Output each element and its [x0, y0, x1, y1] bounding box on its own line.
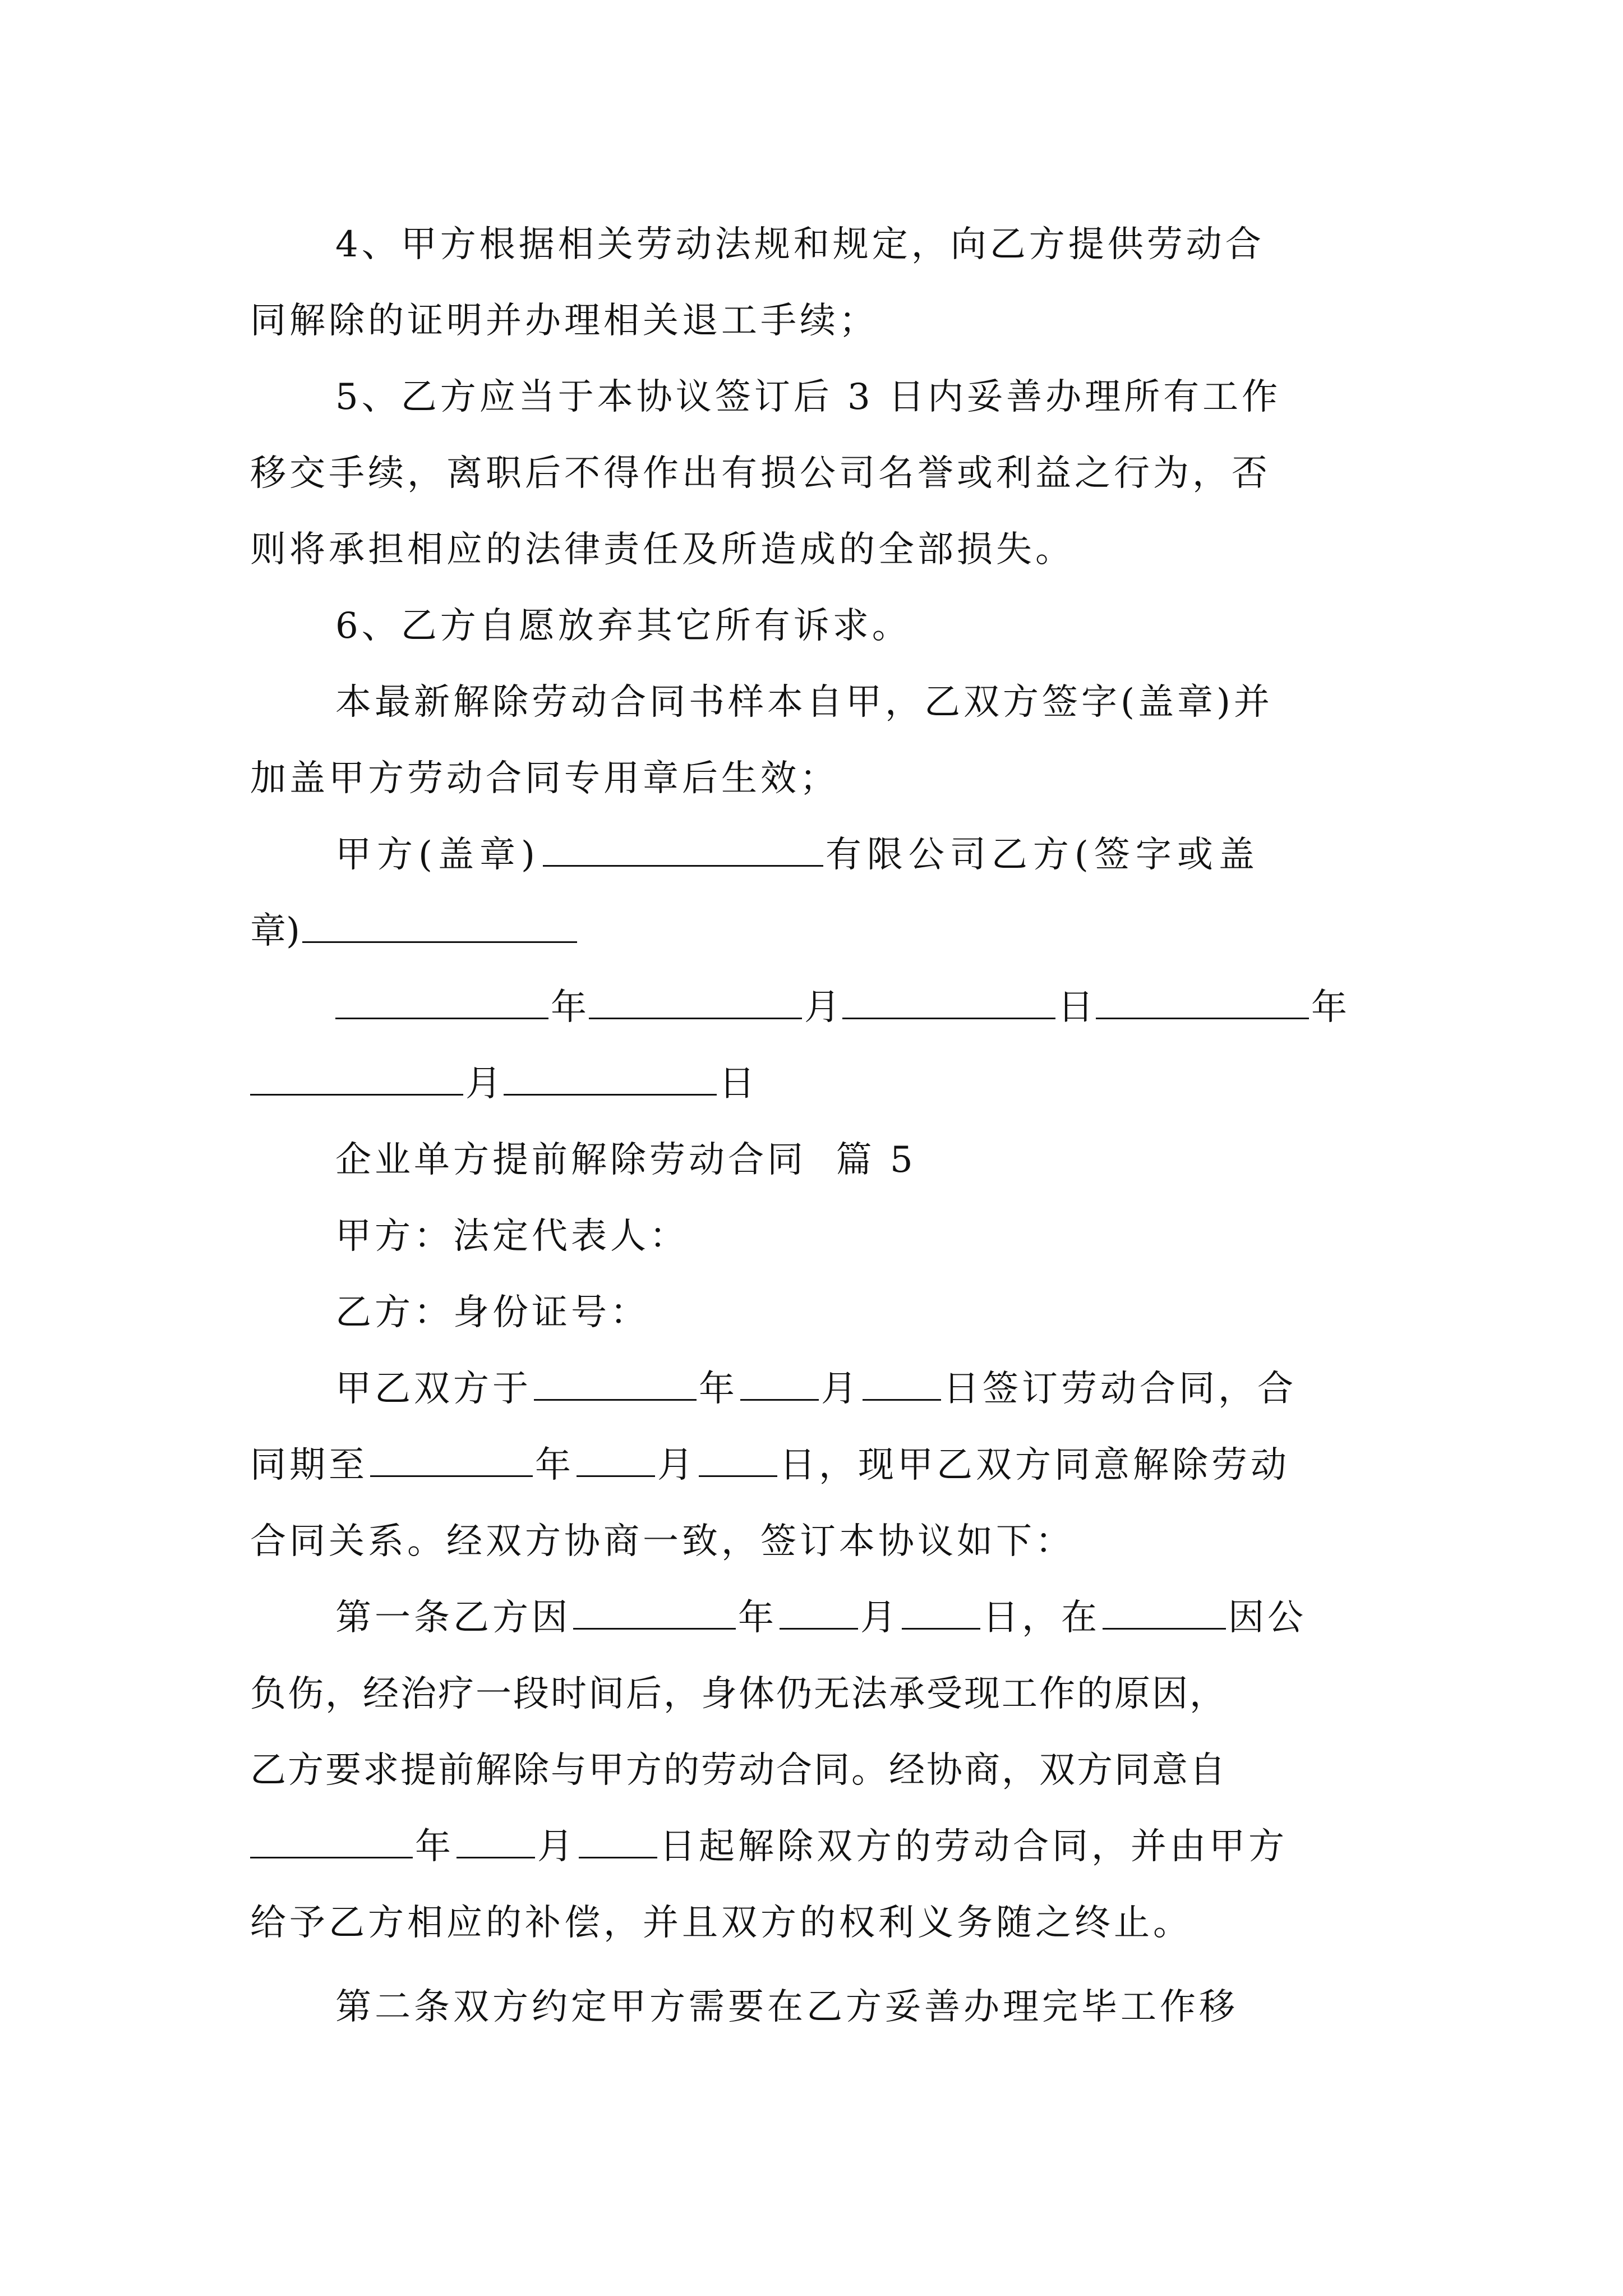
year-label-b: 年: [1311, 987, 1347, 1028]
intro-text-1: 甲乙双方于: [335, 1368, 532, 1410]
article-1-year-2: 年: [415, 1826, 454, 1867]
intro-line-1: [250, 1351, 1377, 1427]
signature-line-2: [250, 893, 1377, 969]
signature-line-1: [250, 817, 1377, 893]
section-title: 企业单方提前解除劳动合同 篇 5: [335, 1139, 916, 1181]
date-line-1: [250, 969, 1377, 1046]
day-blank-a: [842, 984, 1055, 1019]
clause-5-line-3: 则将承担相应的法律责任及所造成的全部损失。: [250, 529, 1075, 570]
article-1-text-1: 第一条乙方因: [335, 1597, 571, 1639]
intro-month-2: 月: [657, 1444, 697, 1486]
intro-line-3: 合同关系。经双方协商一致，签订本协议如下：: [250, 1521, 1075, 1562]
intro-year-2: 年: [535, 1444, 574, 1486]
injury-place-blank: [1103, 1594, 1226, 1630]
term-day-blank: [699, 1442, 777, 1477]
year-blank-b: [1096, 984, 1309, 1019]
year-blank-a: [335, 984, 548, 1019]
injury-day-blank: [902, 1594, 980, 1630]
clause-5-line-1: 5、乙方应当于本协议签订后 3 日内妥善办理所有工作: [335, 376, 1281, 418]
end-month-blank: [457, 1823, 535, 1858]
article-1-text-3: 因公: [1228, 1597, 1307, 1639]
clause-4-line-1: 4、甲方根据相关劳动法规和规定，向乙方提供劳动合: [335, 224, 1265, 265]
party-b-line: 乙方：身份证号：: [335, 1292, 649, 1333]
intro-year: 年: [699, 1368, 738, 1410]
day-label-a: 日: [1058, 987, 1094, 1028]
party-b-sign-blank: [302, 908, 577, 943]
article-1-text-4: 日起解除双方的劳动合同，并由甲方: [660, 1826, 1288, 1867]
article-1-text-2: 日，在: [983, 1597, 1100, 1639]
sign-month-blank: [740, 1365, 819, 1401]
document-body: [250, 206, 1377, 2045]
intro-line-2: [250, 1427, 1377, 1503]
end-year-blank: [250, 1823, 413, 1858]
clause-5-line-2: 移交手续，离职后不得作出有损公司名誉或利益之行为，否: [250, 453, 1271, 494]
party-b-tail: 章): [250, 910, 300, 952]
party-a-suffix: 有限公司乙方(签字或盖: [825, 834, 1260, 876]
day-label-b: 日: [719, 1063, 755, 1105]
month-blank-a: [589, 984, 802, 1019]
sign-year-blank: [534, 1365, 697, 1401]
month-label-a: 月: [804, 987, 840, 1028]
article-1-line-1: [250, 1580, 1377, 1656]
year-label-a: 年: [551, 987, 587, 1028]
sign-day-blank: [863, 1365, 941, 1401]
intro-text-2: 日签订劳动合同，合: [943, 1368, 1297, 1410]
term-month-blank: [577, 1442, 655, 1477]
month-blank-b: [250, 1060, 463, 1096]
injury-year-blank: [573, 1594, 736, 1630]
party-a-line: 甲方：法定代表人：: [335, 1216, 689, 1257]
month-label-b: 月: [465, 1063, 501, 1105]
article-1-year: 年: [738, 1597, 777, 1639]
party-a-seal-label: 甲方(盖章): [335, 834, 541, 876]
injury-month-blank: [780, 1594, 858, 1630]
intro-month: 月: [821, 1368, 860, 1410]
end-day-blank: [579, 1823, 657, 1858]
intro-text-3: 同期至: [250, 1444, 368, 1486]
article-2-line-1: 第二条双方约定甲方需要在乙方妥善办理完毕工作移: [335, 1986, 1238, 2028]
effective-line-1: 本最新解除劳动合同书样本自甲，乙双方签字(盖章)并: [335, 682, 1273, 723]
day-blank-b: [504, 1060, 717, 1096]
article-1-line-4: [250, 1809, 1377, 1885]
intro-text-4: 日，现甲乙双方同意解除劳动: [780, 1444, 1290, 1486]
article-1-line-3: 乙方要求提前解除与甲方的劳动合同。经协商，双方同意自: [250, 1750, 1227, 1791]
company-name-blank: [543, 831, 823, 867]
date-line-2: [250, 1046, 1377, 1122]
clause-4-line-2: 同解除的证明并办理相关退工手续；: [250, 300, 878, 342]
term-year-blank: [370, 1442, 533, 1477]
clause-6-line-1: 6、乙方自愿放弃其它所有诉求。: [335, 605, 911, 647]
effective-line-2: 加盖甲方劳动合同专用章后生效；: [250, 758, 839, 799]
article-1-month: 月: [860, 1597, 900, 1639]
article-1-line-2: 负伤，经治疗一段时间后，身体仍无法承受现工作的原因，: [250, 1673, 1227, 1715]
article-1-line-5: 给予乙方相应的补偿，并且双方的权利义务随之终止。: [250, 1902, 1192, 1944]
article-1-month-2: 月: [537, 1826, 577, 1867]
